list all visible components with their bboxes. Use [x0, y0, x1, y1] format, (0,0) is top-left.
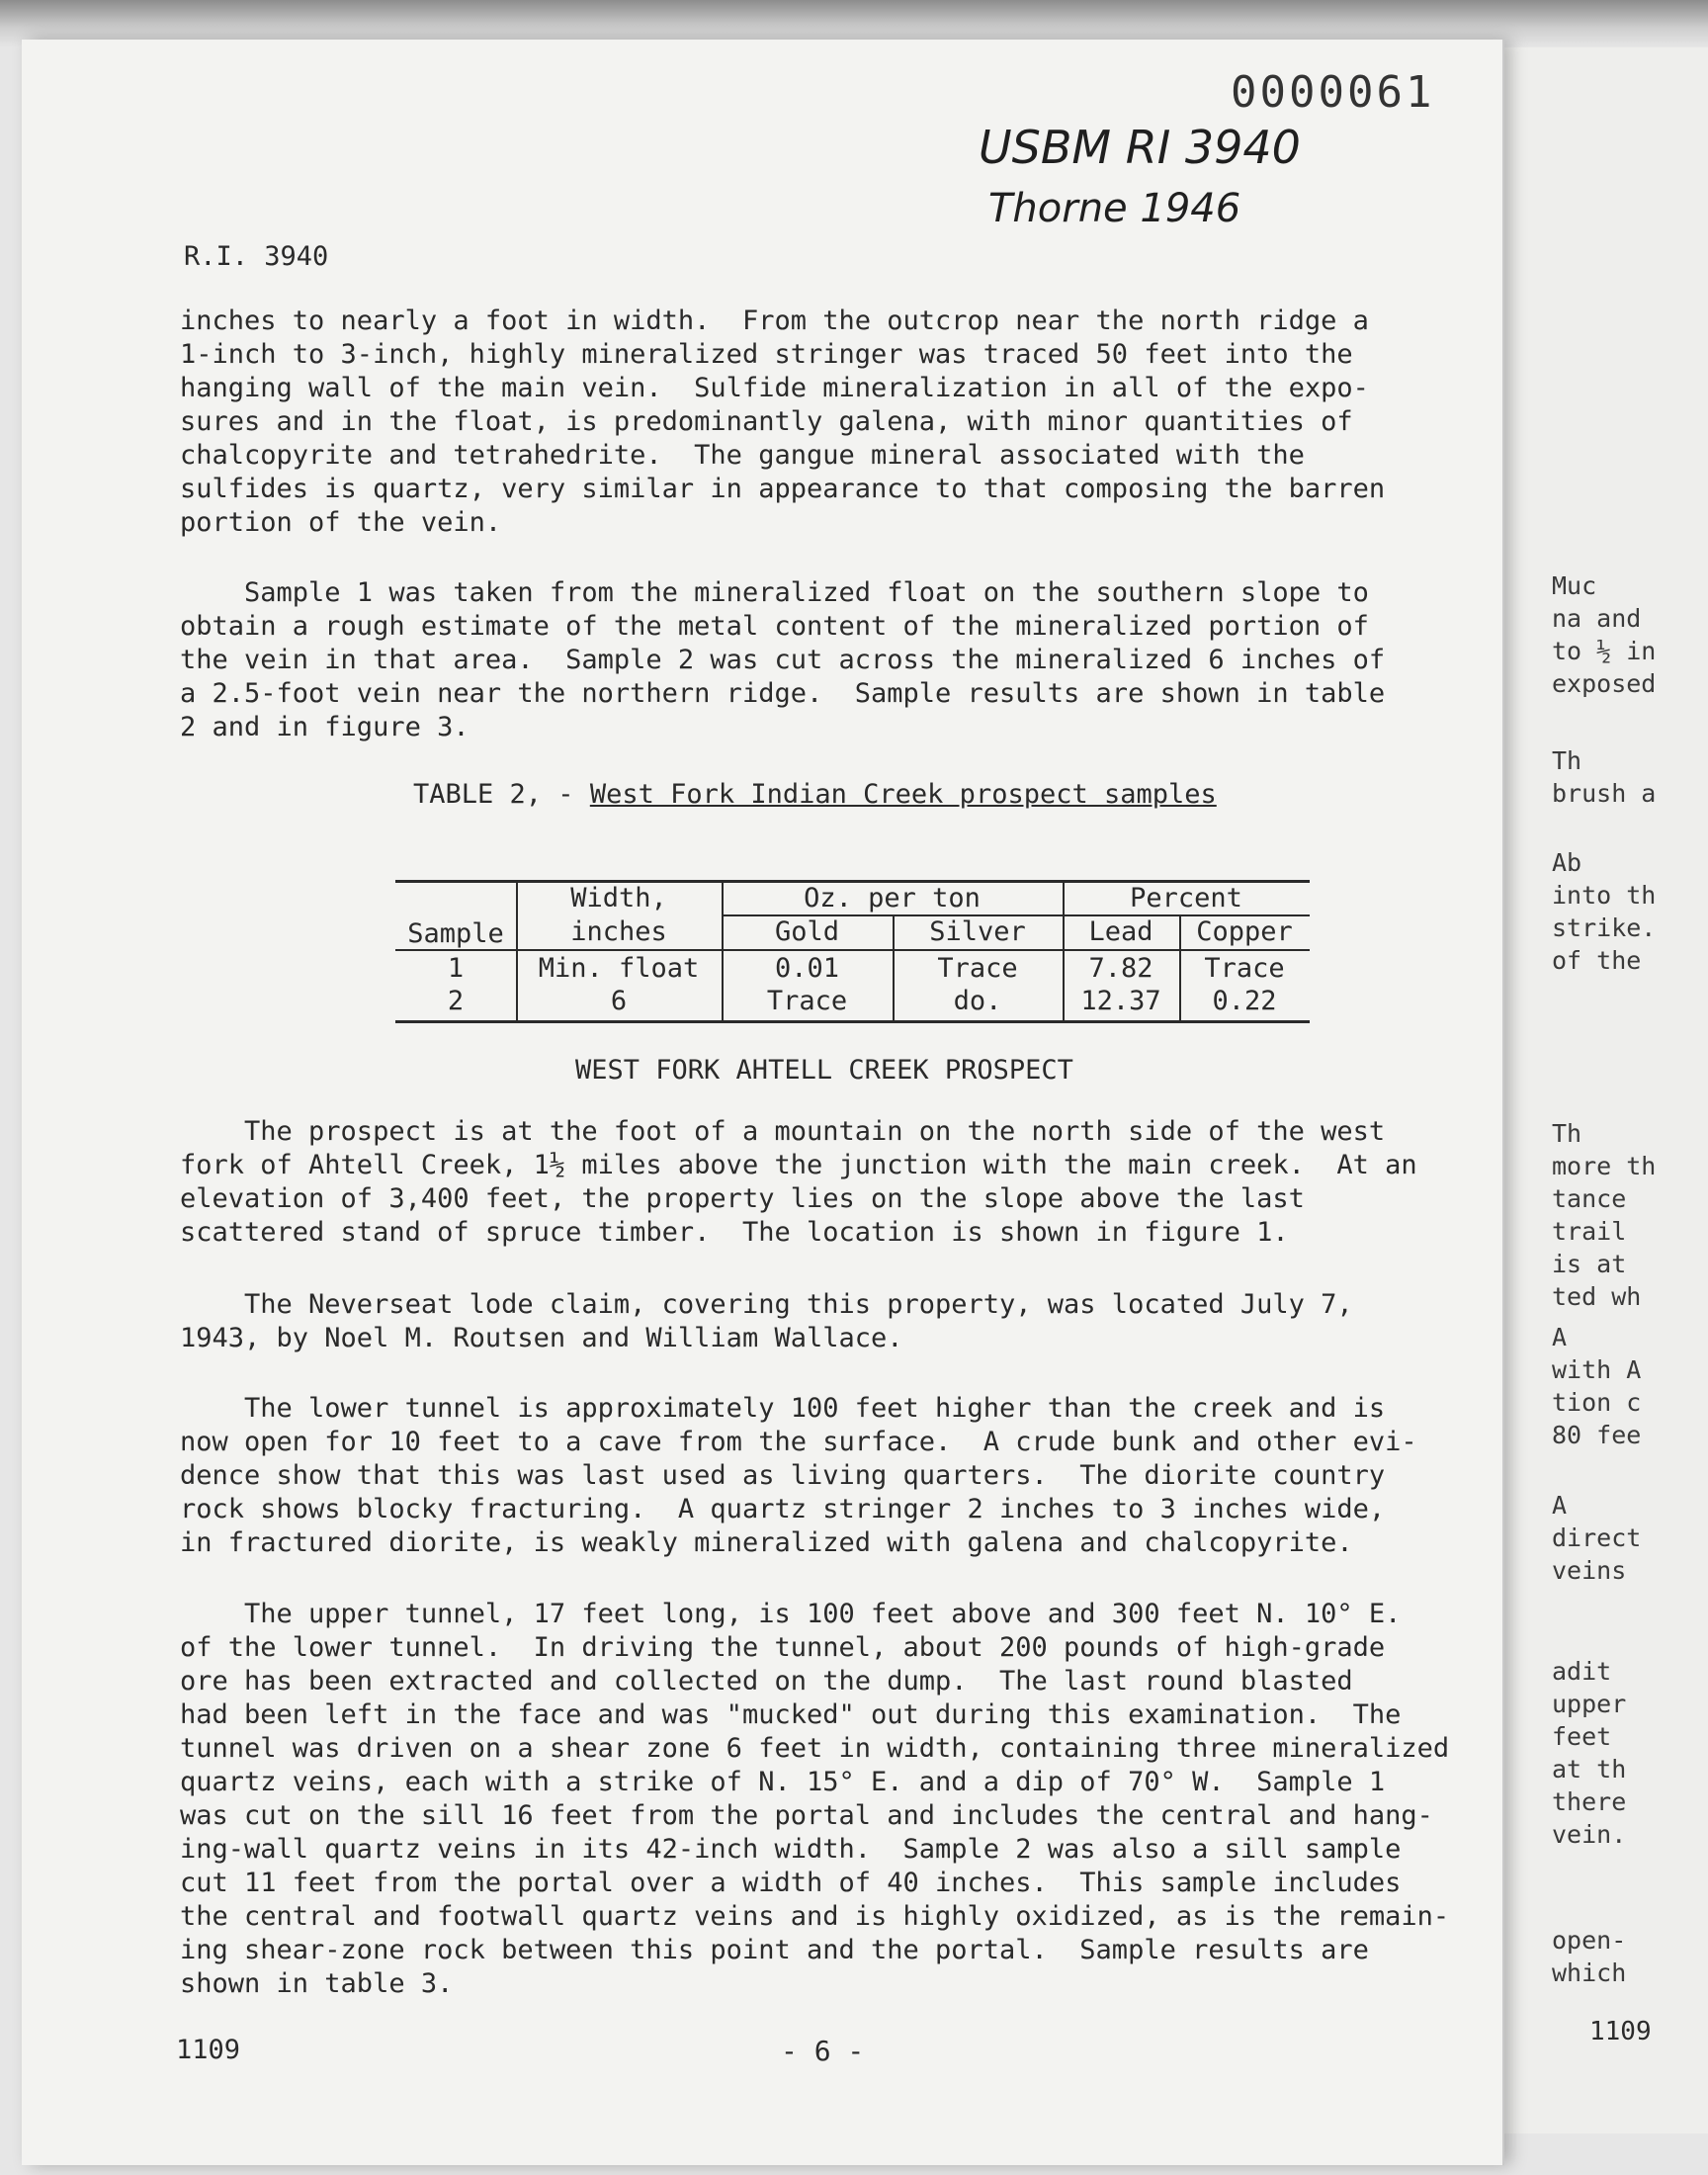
cell-width: 6	[610, 986, 628, 1016]
header-gold: Gold	[774, 916, 840, 947]
footer-code: 1109	[176, 2035, 241, 2065]
paragraph-lower-tunnel: The lower tunnel is approximately 100 feet higher than the creek and is now open for 10 feet to a cave from the surface. A crude bunk and other evi- dence show that this was last used as living quarters. The diorite country rock shows blocky fracturing. A quartz stringer 2 inches to 3 inches wide, in fractured diorite, is weakly mineralized with galena and chalcopyrite.	[180, 1393, 1417, 1558]
cell-copper: 0.22	[1212, 986, 1277, 1016]
header-lead: Lead	[1088, 916, 1153, 947]
adjacent-text-h: open- which	[1552, 1926, 1627, 1987]
cell-copper: Trace	[1204, 953, 1285, 984]
page-number: - 6 -	[781, 2035, 865, 2067]
document-number: 0000061	[1231, 67, 1435, 118]
cell-lead: 12.37	[1080, 986, 1161, 1016]
paragraph-vein-description: inches to nearly a foot in width. From the outcrop near the north ridge a 1-inch to 3-inch, highly mineralized stringer was traced 50 feet into the hanging wall of the main vein. Sulfide mineralization in all of the expo- sures and in the float, is predominantly galena, with minor quantities of chalcopyrite and tetrahedrite. The gangue mineral associated with the sulfides is quartz, very similar in appearance to that composing the barren portion of the vein.	[180, 305, 1386, 538]
header-percent: Percent	[1130, 883, 1242, 914]
table-title	[413, 779, 1217, 810]
cell-sample: 2	[447, 986, 465, 1016]
paragraph-prospect-location: The prospect is at the foot of a mountain on the north side of the west fork of Ahtell Creek, 1½ miles above the junction with the main creek. At an elevation of 3,400 feet, the property lies on the slope above the last scattered stand of spruce timber. The location is shown in figure 1.	[180, 1116, 1417, 1248]
cell-width: Min. float	[538, 953, 700, 984]
header-width-line2: inches	[570, 916, 667, 947]
adjacent-footer-code: 1109	[1589, 2017, 1652, 2046]
header-copper: Copper	[1196, 916, 1293, 947]
sample-table	[395, 880, 1310, 1023]
table-title-main: West Fork Indian Creek prospect samples	[589, 779, 1217, 810]
header-sample: Sample	[407, 918, 504, 949]
cell-gold: Trace	[766, 986, 848, 1016]
cell-gold: 0.01	[774, 953, 840, 984]
table-bottom-rule	[395, 1020, 1310, 1023]
adjacent-text-d: Th more th tance trail is at ted wh	[1552, 1119, 1657, 1311]
paragraph-lode-claim: The Neverseat lode claim, covering this property, was located July 7, 1943, by Noel M. Routsen and William Wallace.	[180, 1289, 1353, 1353]
handwritten-author-year: Thorne 1946	[988, 186, 1241, 231]
cell-silver: Trace	[937, 953, 1018, 984]
adjacent-text-c: Ab into th strike. of the	[1552, 848, 1657, 975]
adjacent-text-f: A direct veins	[1552, 1491, 1642, 1585]
header-width-line1: Width,	[570, 883, 667, 914]
adjacent-text-e: A with A tion c 80 fee	[1552, 1323, 1642, 1449]
header-bottom-rule	[395, 949, 1310, 951]
header-silver: Silver	[929, 916, 1026, 947]
header-oz-per-ton: Oz. per ton	[804, 883, 981, 914]
paragraph-samples: Sample 1 was taken from the mineralized float on the southern slope to obtain a rough estimate of the metal content of the mineralized portion of the vein in that area. Sample 2 was cut across the mineralized 6 inches of a 2.5-foot vein near the northern ridge. Sample results are shown in table 2 and in figure 3.	[180, 577, 1386, 742]
report-tag: R.I. 3940	[184, 241, 329, 272]
adjacent-text-g: adit upper feet at th there vein.	[1552, 1657, 1627, 1849]
cell-lead: 7.82	[1088, 953, 1153, 984]
adjacent-text-a: Muc na and to ½ in exposed	[1552, 571, 1657, 698]
cell-sample: 1	[447, 953, 465, 984]
handwritten-reference: USBM RI 3940	[979, 121, 1301, 174]
cell-silver: do.	[953, 986, 1002, 1016]
table-title-prefix: TABLE 2, -	[413, 779, 590, 810]
paragraph-upper-tunnel: The upper tunnel, 17 feet long, is 100 feet above and 300 feet N. 10° E. of the lower tunnel. In driving the tunnel, about 200 pounds of high-grade ore has been extracted and collected on the dump. The last round blasted had been left in the face and was "mucked" out during this examination. The tunnel was driven on a shear zone 6 feet in width, containing three mineralized quartz veins, each with a strike of N. 15° E. and a dip of 70° W. Sample 1 was cut on the sill 16 feet from the portal and includes the central and hang- ing-wall quartz veins in its 42-inch width. Sample 2 was also a sill sample cut 11 feet from the portal over a width of 40 inches. This sample includes the central and footwall quartz veins and is highly oxidized, as is the remain- ing shear-zone rock between this point and the portal. Sample results are shown in table 3.	[180, 1599, 1450, 1999]
adjacent-page	[1502, 47, 1708, 2133]
adjacent-text-b: Th brush a	[1552, 746, 1657, 808]
section-heading: WEST FORK AHTELL CREEK PROSPECT	[575, 1055, 1073, 1086]
